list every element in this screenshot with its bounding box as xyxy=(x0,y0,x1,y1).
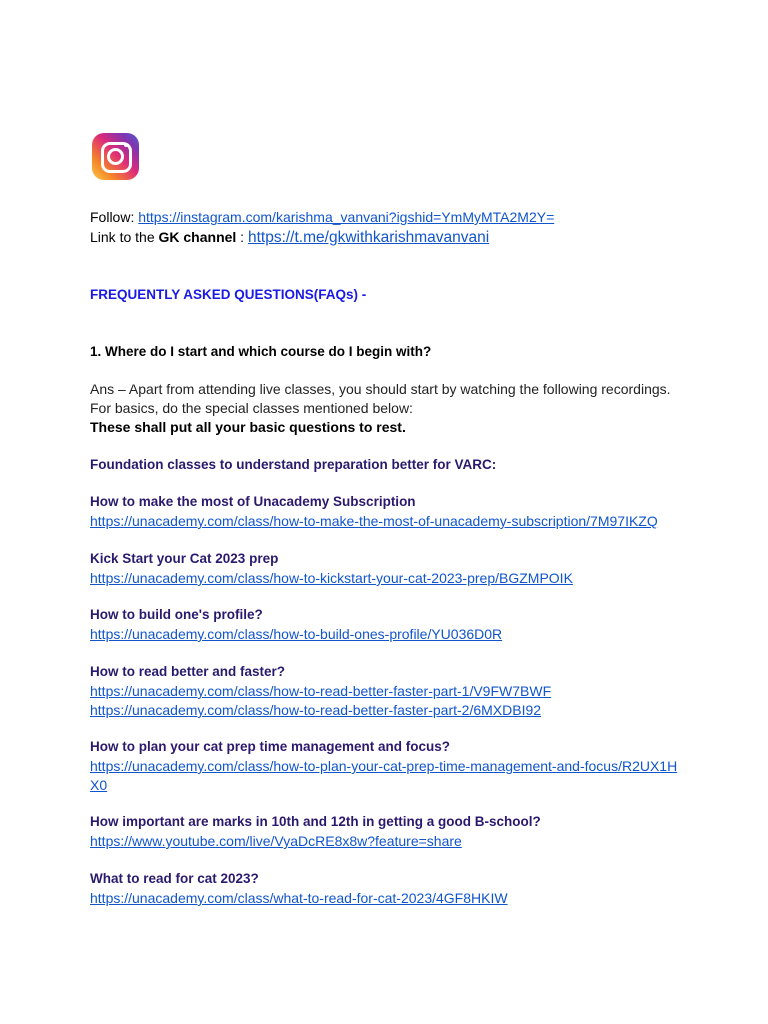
gk-channel-line xyxy=(90,228,489,247)
gk-prefix: Link to the xyxy=(90,229,159,245)
section-title: How to make the most of Unacademy Subscription xyxy=(90,494,416,509)
class-link[interactable]: https://unacademy.com/class/how-to-read-better-faster-part-1/V9FW7BWF xyxy=(90,683,552,699)
section-title: How important are marks in 10th and 12th in getting a good B-school? xyxy=(90,814,541,829)
answer-line-2: For basics, do the special classes mentioned below: xyxy=(90,400,413,416)
class-link[interactable]: https://unacademy.com/class/what-to-read-for-cat-2023/4GF8HKIW xyxy=(90,890,508,906)
section-title: How to read better and faster? xyxy=(90,664,286,679)
class-link[interactable]: https://unacademy.com/class/how-to-read-better-faster-part-2/6MXDBI92 xyxy=(90,702,542,718)
answer-line-1: Ans – Apart from attending live classes, you should start by watching the following recordings. xyxy=(90,381,671,397)
section-title: Kick Start your Cat 2023 prep xyxy=(90,551,279,566)
class-link[interactable]: https://unacademy.com/class/how-to-kickstart-your-cat-2023-prep/BGZMPOIK xyxy=(90,570,573,586)
gk-channel-label: GK channel xyxy=(158,229,237,245)
gk-channel-link[interactable]: https://t.me/gkwithkarishmavanvani xyxy=(247,229,490,246)
section-title: What to read for cat 2023? xyxy=(90,871,259,886)
instagram-link[interactable]: https://instagram.com/karishma_vanvani?igshid=YmMyMTA2M2Y= xyxy=(138,209,555,225)
gk-separator: : xyxy=(236,229,248,245)
section-title: How to build one's profile? xyxy=(90,607,263,622)
youtube-link[interactable]: https://www.youtube.com/live/VyaDcRE8x8w?feature=share xyxy=(90,833,462,849)
class-link[interactable]: https://unacademy.com/class/how-to-make-the-most-of-unacademy-subscription/7M97IKZQ xyxy=(90,513,658,529)
follow-label: Follow: xyxy=(90,209,139,225)
follow-line xyxy=(90,208,554,226)
foundation-heading: Foundation classes to understand preparation better for VARC: xyxy=(90,457,497,472)
answer-line-3: These shall put all your basic questions to rest. xyxy=(90,419,406,435)
instagram-logo-lens xyxy=(107,148,124,165)
question-1: 1. Where do I start and which course do I begin with? xyxy=(90,344,432,359)
faq-heading: FREQUENTLY ASKED QUESTIONS(FAQs) - xyxy=(90,287,367,302)
class-link[interactable]: https://unacademy.com/class/how-to-plan-your-cat-prep-time-management-and-focus/R2UX1H xyxy=(90,758,678,774)
instagram-logo-icon xyxy=(92,133,139,180)
class-link-continued[interactable]: X0 xyxy=(90,777,108,793)
instagram-logo-dot xyxy=(124,143,128,147)
class-link[interactable]: https://unacademy.com/class/how-to-build-ones-profile/YU036D0R xyxy=(90,626,503,642)
section-title: How to plan your cat prep time management and focus? xyxy=(90,739,451,754)
